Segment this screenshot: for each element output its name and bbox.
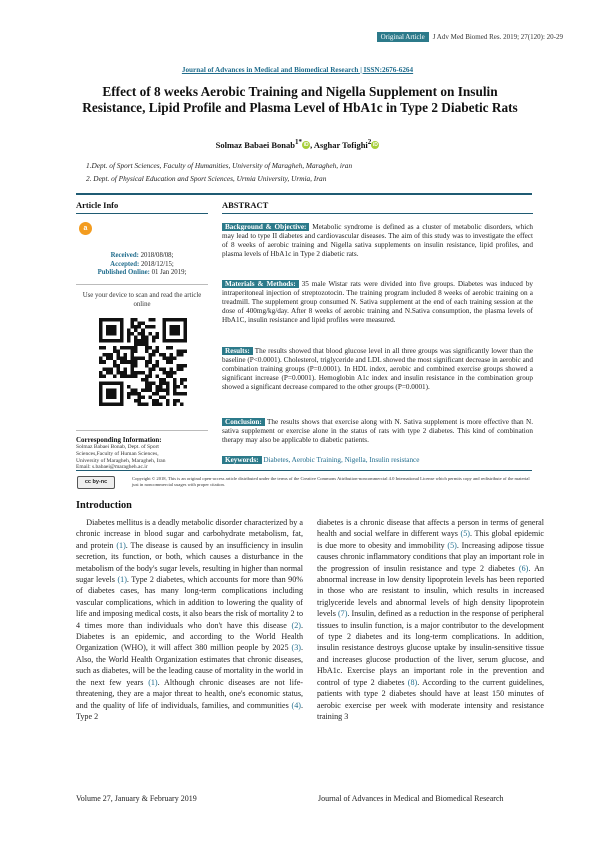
open-access-icon: a	[79, 222, 92, 235]
citation-link[interactable]: (3)	[291, 643, 301, 653]
paper-title: Effect of 8 weeks Aerobic Training and Nigella Supplement on Insulin Resistance, Lipid Profile and Plasma Level of HbA1c in Type 2 Diabetic Rats	[82, 84, 518, 115]
copyright-notice: Copyright © 2018, This is an original open-access article distributed under the terms of the Creative Commons Attribution-noncommercial 4.0 International License which permits copy and redistribute of the material just in noncommercial usages with proper citation.	[132, 476, 530, 488]
published-label: Published Online:	[97, 269, 150, 276]
body-text: . Increasing adipose tissue causes chronic inflammatory conditions that play an important role in the progression of insulin resistance and type 2 diabetes	[317, 540, 545, 573]
citation: J Adv Med Biomed Res. 2019; 27(120): 20-29	[432, 33, 563, 41]
author-line	[0, 138, 595, 150]
citation-link[interactable]: (1)	[117, 575, 127, 585]
abstract-conclusion	[222, 418, 533, 445]
introduction-heading: Introduction	[76, 500, 132, 511]
article-info-panel	[76, 200, 208, 471]
citation-link[interactable]: (4)	[291, 700, 301, 710]
citation-link[interactable]: (1)	[148, 677, 158, 687]
background-label: Background & Objective:	[222, 223, 309, 231]
corresponding-line: University of Maragheh, Maragheh, Iran	[76, 457, 166, 464]
body-text: . An abnormal increase in low density lipoprotein levels has been reported in those who are resistant to insulin, which results in increased triglyceride levels and abnormal levels of high density lipoprotein levels	[317, 563, 544, 619]
author-1-sup: 1*	[295, 138, 303, 146]
corresponding-heading: Corresponding Information:	[76, 436, 162, 444]
affiliation-1: 1.Dept. of Sport Sciences, Faculty of Humanities, University of Maragheh, Maragheh, iran	[86, 161, 353, 170]
body-text: . Also, the World Health Organization estimates that chronic diseases, such as diabetes, will be the leading cause of mortality in the world in the next few years	[76, 643, 306, 687]
divider	[76, 470, 532, 471]
body-text: Diabetes mellitus is a deadly metabolic disorder characterized by a chronic increase in blood sugar and carbohydrate metabolism, fat, and protein	[76, 518, 306, 550]
citation-link[interactable]: (7)	[337, 609, 348, 619]
body-text: . Type 2	[76, 700, 305, 721]
author-separator: ,	[310, 139, 314, 150]
section-rule	[76, 213, 208, 214]
citation-link[interactable]: (5)	[447, 540, 457, 550]
corresponding-email[interactable]: Email: s.babaei@maragheh.ac.ir	[76, 464, 148, 471]
body-text: . Type 2 diabetes, which accounts for more than 90% of diabetes cases, has many long-term complications including vascular complications, which in addition to lowering the quality of life and imposing medical costs, it also bears the risk of mortality 2 to 4 times more than individuals who don't have this disease	[76, 575, 306, 630]
published-date: 01 Jan 2019;	[151, 269, 187, 276]
body-text: . Although chronic diseases are not life-threatening, they are a major threat to health, one's economic status, and the quality of life of individuals, families, and communities	[76, 677, 306, 710]
citation-link[interactable]: (2)	[291, 620, 301, 630]
body-text: . This global epidemic is due more to obesity and immobility	[317, 529, 544, 550]
cc-license-icon[interactable]: cc by-nc	[77, 476, 115, 489]
body-text: . Diabetes is an epidemic, and according to the World Health Organization (WHO), it will affect 380 million people by 2025	[76, 620, 306, 653]
abstract-keywords	[222, 456, 533, 465]
journal-link[interactable]: Journal of Advances in Medical and Biomedical Research | ISSN:2676-6264	[181, 66, 414, 74]
body-text: . The disease is caused by an insufficiency in insulin secretion, its function, or both, which causes a disturbance in the metabolism of the body's sugar levels, resulting in higher than normal sugar levels	[76, 540, 306, 585]
article-info-heading: Article Info	[76, 200, 119, 210]
citation-link[interactable]: (1)	[116, 540, 126, 550]
abstract-results	[222, 347, 533, 392]
citation-link[interactable]: (8)	[407, 677, 418, 687]
footer-volume: Volume 27, January & February 2019	[76, 794, 197, 803]
conclusion-label: Conclusion:	[222, 418, 265, 426]
author-2-sup: 2	[367, 138, 372, 146]
divider	[76, 284, 208, 285]
article-type-badge: Original Article	[377, 32, 429, 42]
orcid-icon[interactable]: iD	[372, 141, 378, 148]
divider	[76, 193, 532, 195]
intro-column-right	[317, 517, 544, 722]
results-text: The results showed that blood glucose level in all three groups was significantly lower than the baseline (P<0.0001). Cholesterol, triglyceride and LDL showed the most significant decrease in aerobic and combination training groups (P=0.0001). In HDL index, aerobic and combined exercise groups showed a significant increase (P=0.0001). Hemoglobin A1c index and insulin resistance in the combination group showed a significant decrease compared to the other groups (P=0.0001).	[222, 347, 533, 391]
abstract-panel	[222, 200, 534, 464]
section-rule	[222, 213, 533, 214]
received-date: 2018/08/08;	[140, 252, 174, 259]
qr-code[interactable]	[99, 318, 187, 406]
abstract-methods	[222, 280, 533, 325]
affiliation-2: 2. Dept. of Physical Education and Sport Sciences, Urmia University, Urmia, Iran	[86, 174, 327, 183]
corresponding-info	[76, 444, 208, 471]
received-label: Received:	[110, 252, 139, 259]
intro-column-left	[76, 517, 306, 722]
author-2[interactable]: Asghar Tofighi	[313, 139, 368, 150]
author-1[interactable]: Solmaz Babaei Bonab	[215, 139, 295, 150]
abstract-background	[222, 223, 533, 259]
running-header	[0, 32, 563, 42]
body-text: . Insulin, defined as a reduction in the response of peripheral tissues to insulin function, is a major contributor to the development of type 2 diabetes and its long-term complications. In addition, insulin resistance destroys glucose uptake by insulin-sensitive tissue and increases glucose production of the liver, serum glucose, and HbA1c. Exercise plays an important role in the prevention and control of type 2 diabetes	[317, 609, 544, 687]
abstract-heading: ABSTRACT	[222, 200, 269, 210]
results-label: Results:	[222, 347, 253, 355]
corresponding-line: Solmaz Babaei Bonab, Dept. of Sport	[76, 444, 159, 450]
accepted-label: Accepted:	[110, 260, 140, 268]
methods-text: 35 male Wistar rats were divided into five groups. Diabetes was induced by intraperitoneal injection of streptozotocin. The training program included 8 weeks of aerobic training on a treadmill. The supplement group consumed N. Sativa supplement at the end of each training session at the dose of 400mg/kg/day. After 8 weeks of aerobic training and N.Sativa consumption, the plasma levels of HbA1C, insulin resistance and lipid profiles were measured.	[222, 280, 534, 324]
methods-label: Materials & Methods:	[222, 280, 299, 288]
article-dates	[76, 252, 208, 278]
orcid-icon[interactable]: iD	[303, 141, 309, 148]
footer-journal: Journal of Advances in Medical and Biomedical Research	[318, 794, 504, 803]
body-text: diabetes is a chronic disease that affects a person in terms of general health and social welfare in different ways	[317, 518, 544, 539]
conclusion-text: The results shows that exercise along with N. Sativa supplement is more effective than N. sativa supplement or exercise alone in the status of rats with type 2 diabetes. This kind of combination therapy may also be applicable to diabetic patients.	[222, 418, 533, 444]
background-text: Metabolic syndrome is defined as a cluster of metabolic disorders, which may lead to type II diabetes and cardiovascular diseases. The aim of this study was to investigate the effect of 8 weeks of aerobic training and Nigella sativa supplements on insulin resistance, lipid profiles, and plasma levels of HbA1c in Type 2 diabetic rats.	[222, 223, 533, 258]
citation-link[interactable]: (5)	[460, 529, 470, 539]
scan-instruction: Use your device to scan and read the article online	[82, 292, 202, 308]
body-text: . According to the current guidelines, patients with type 2 diabetes should have at least 150 minutes of aerobic exercise per week with moderate intensity and resistance training 3	[317, 677, 544, 721]
accepted-date: 2018/12/15;	[140, 260, 174, 268]
corresponding-line: Sciences,Faculty of Human Sciences,	[76, 450, 159, 457]
keywords-label: Keywords:	[222, 456, 262, 464]
citation-link[interactable]: (6)	[518, 563, 529, 573]
keywords-text: Diabetes, Aerobic Training, Nigella, Insulin resistance	[261, 456, 420, 464]
divider	[76, 430, 208, 431]
